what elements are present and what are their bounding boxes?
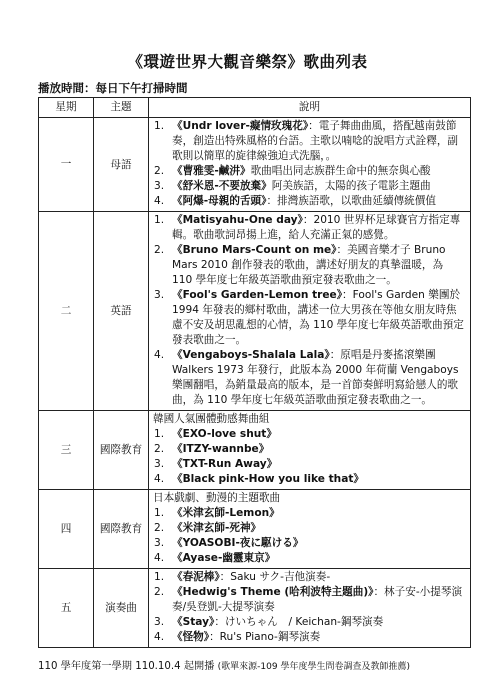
song-title: 《Stay》 <box>172 616 215 628</box>
theme-cell: 母語 <box>94 118 149 212</box>
list-item: 4. 《Black pink-How you like that》 <box>154 473 365 485</box>
table-row-tuesday <box>39 212 471 411</box>
song-title: 《Vengaboys-Shalala Lala》 <box>172 349 330 361</box>
category-intro: 日本戲劇、動漫的主題歌曲 <box>153 492 281 504</box>
list-item: 2. 《ITZY-wannbe》 <box>154 443 270 455</box>
song-title: 《怪物》 <box>172 631 210 643</box>
song-title: 《Black pink-How you like that》 <box>172 473 365 485</box>
theme-cell: 演奏曲 <box>94 569 149 648</box>
theme-cell: 國際教育 <box>94 411 149 490</box>
theme-cell: 英語 <box>94 212 149 411</box>
list-item: 3. 《TXT-Run Away》 <box>154 458 278 470</box>
list-item: 1. 《Undr lover-癡情玫瑰花》：電子舞曲曲風，搭配越南鼓節奏，創造出特殊風格的台語。主歌以喃唸的說唱方式詮釋，副歌則以簡單的旋律線強迫式洗腦，。 <box>154 120 459 162</box>
list-item: 1. 《春泥棒》：Saku サク-吉他演奏- <box>154 571 331 583</box>
song-title: 《TXT-Run Away》 <box>172 458 278 470</box>
list-item: 4. 《Ayase-幽靈東京》 <box>154 552 276 564</box>
table-header-row <box>39 98 471 118</box>
song-title: 《米津玄師-Lemon》 <box>172 507 280 519</box>
song-list <box>153 506 466 566</box>
page-title: 《環遊世界大觀音樂祭》歌曲列表 <box>127 53 368 71</box>
list-item: 3. 《Fool's Garden-Lemon tree》：Fool's Garden 樂團於 1994 年發表的鄉村歌曲，講述一位大男孩在等他女朋友時焦慮不安及胡思亂想的心情，為 110 學年度七年級英語歌曲預定發表歌曲之一。 <box>154 289 464 346</box>
list-item: 1. 《Matisyahu-One day》：2010 世界杯足球賽官方指定專輯。歌曲歌詞昂揚上進，給人充滿正氣的感覺。 <box>154 214 461 241</box>
song-title: 《YOASOBI-夜に駆ける》 <box>172 537 304 549</box>
theme-cell: 國際教育 <box>94 490 149 569</box>
table-row-monday <box>39 118 471 212</box>
day-cell: 四 <box>39 490 94 569</box>
song-title: 《阿爆-母親的舌頭》 <box>172 195 267 207</box>
list-item: 1. 《EXO-love shut》 <box>154 428 277 440</box>
list-item: 4. 《怪物》：Ru's Piano-鋼琴演奏 <box>154 631 321 643</box>
broadcast-start-text: 110 學年度第一學期 110.10.4 起開播 <box>38 661 215 672</box>
list-item: 1. 《米津玄師-Lemon》 <box>154 507 280 519</box>
day-cell: 一 <box>39 118 94 212</box>
table-row-friday <box>39 569 471 648</box>
song-list <box>153 213 466 408</box>
song-title: 《Matisyahu-One day》 <box>172 214 303 226</box>
day-cell: 三 <box>39 411 94 490</box>
song-list <box>153 119 466 209</box>
song-title: 《Ayase-幽靈東京》 <box>172 552 276 564</box>
description-cell <box>149 118 471 212</box>
description-cell <box>149 411 471 490</box>
description-cell <box>149 212 471 411</box>
list-item: 2. 《Hedwig's Theme (哈利波特主題曲)》：林子安-小提琴演奏/吳登凱-大提琴演奏 <box>154 586 463 613</box>
list-item: 2. 《米津玄師-死神》 <box>154 522 262 534</box>
song-title: 《Bruno Mars-Count on me》 <box>172 244 337 256</box>
header-theme: 主題 <box>94 98 149 118</box>
song-title: 《舒米恩-不要放棄》 <box>172 180 272 192</box>
day-cell: 五 <box>39 569 94 648</box>
song-title: 《Fool's Garden-Lemon tree》 <box>172 289 343 301</box>
song-title: 《春泥棒》 <box>172 571 220 583</box>
song-title: 《Hedwig's Theme (哈利波特主題曲)》 <box>172 586 374 598</box>
description-cell <box>149 490 471 569</box>
header-day: 星期 <box>39 98 94 118</box>
list-item: 2. 《曹雅雯-鹹汫》歌曲唱出同志族群生命中的無奈與心酸 <box>154 165 431 177</box>
list-item: 2. 《Bruno Mars-Count on me》：美國音樂才子 Bruno Mars 2010 創作發表的歌曲，講述好朋友的真摯溫暖，為 110 學年度七年級英語歌曲預定發表歌曲之一。 <box>154 244 446 286</box>
list-item: 3. 《舒米恩-不要放棄》阿美族語，太陽的孩子電影主題曲 <box>154 180 431 192</box>
header-desc: 說明 <box>149 98 471 118</box>
source-note: (歌單來源-109 學年度學生問卷調查及教師推薦) <box>217 662 410 672</box>
song-title: 《米津玄師-死神》 <box>172 522 262 534</box>
song-title: 《Undr lover-癡情玫瑰花》 <box>172 120 309 132</box>
song-list <box>153 427 466 487</box>
list-item: 4. 《阿爆-母親的舌頭》：排灣族語歌，以歌曲延續傳統價值 <box>154 195 436 207</box>
song-title: 《EXO-love shut》 <box>172 428 277 440</box>
song-title: 《ITZY-wannbe》 <box>172 443 270 455</box>
song-list <box>153 570 466 645</box>
list-item: 3. 《YOASOBI-夜に駆ける》 <box>154 537 304 549</box>
day-cell: 二 <box>39 212 94 411</box>
category-intro: 韓國人氣團體動感舞曲組 <box>153 413 270 425</box>
table-row-wednesday <box>39 411 471 490</box>
footer-note <box>38 657 478 672</box>
list-item: 3. 《Stay》：けいちゃん / Keichan-鋼琴演奏 <box>154 616 384 628</box>
schedule-text: 播放時間：每日下午打掃時間 <box>38 81 188 95</box>
song-title: 《曹雅雯-鹹汫》 <box>172 165 251 177</box>
song-table <box>38 97 471 648</box>
description-cell <box>149 569 471 648</box>
table-row-thursday <box>39 490 471 569</box>
list-item: 4. 《Vengaboys-Shalala Lala》：原唱是丹麥搖滾樂團 Walkers 1973 年發行，此版本為 2000 年荷蘭 Vengaboys 樂團翻唱，為銷量最高的版本，是一首節奏鮮明寫給戀人的歌曲，為 110 學年度七年級英語歌曲預定發表歌曲之一。 <box>154 349 459 406</box>
